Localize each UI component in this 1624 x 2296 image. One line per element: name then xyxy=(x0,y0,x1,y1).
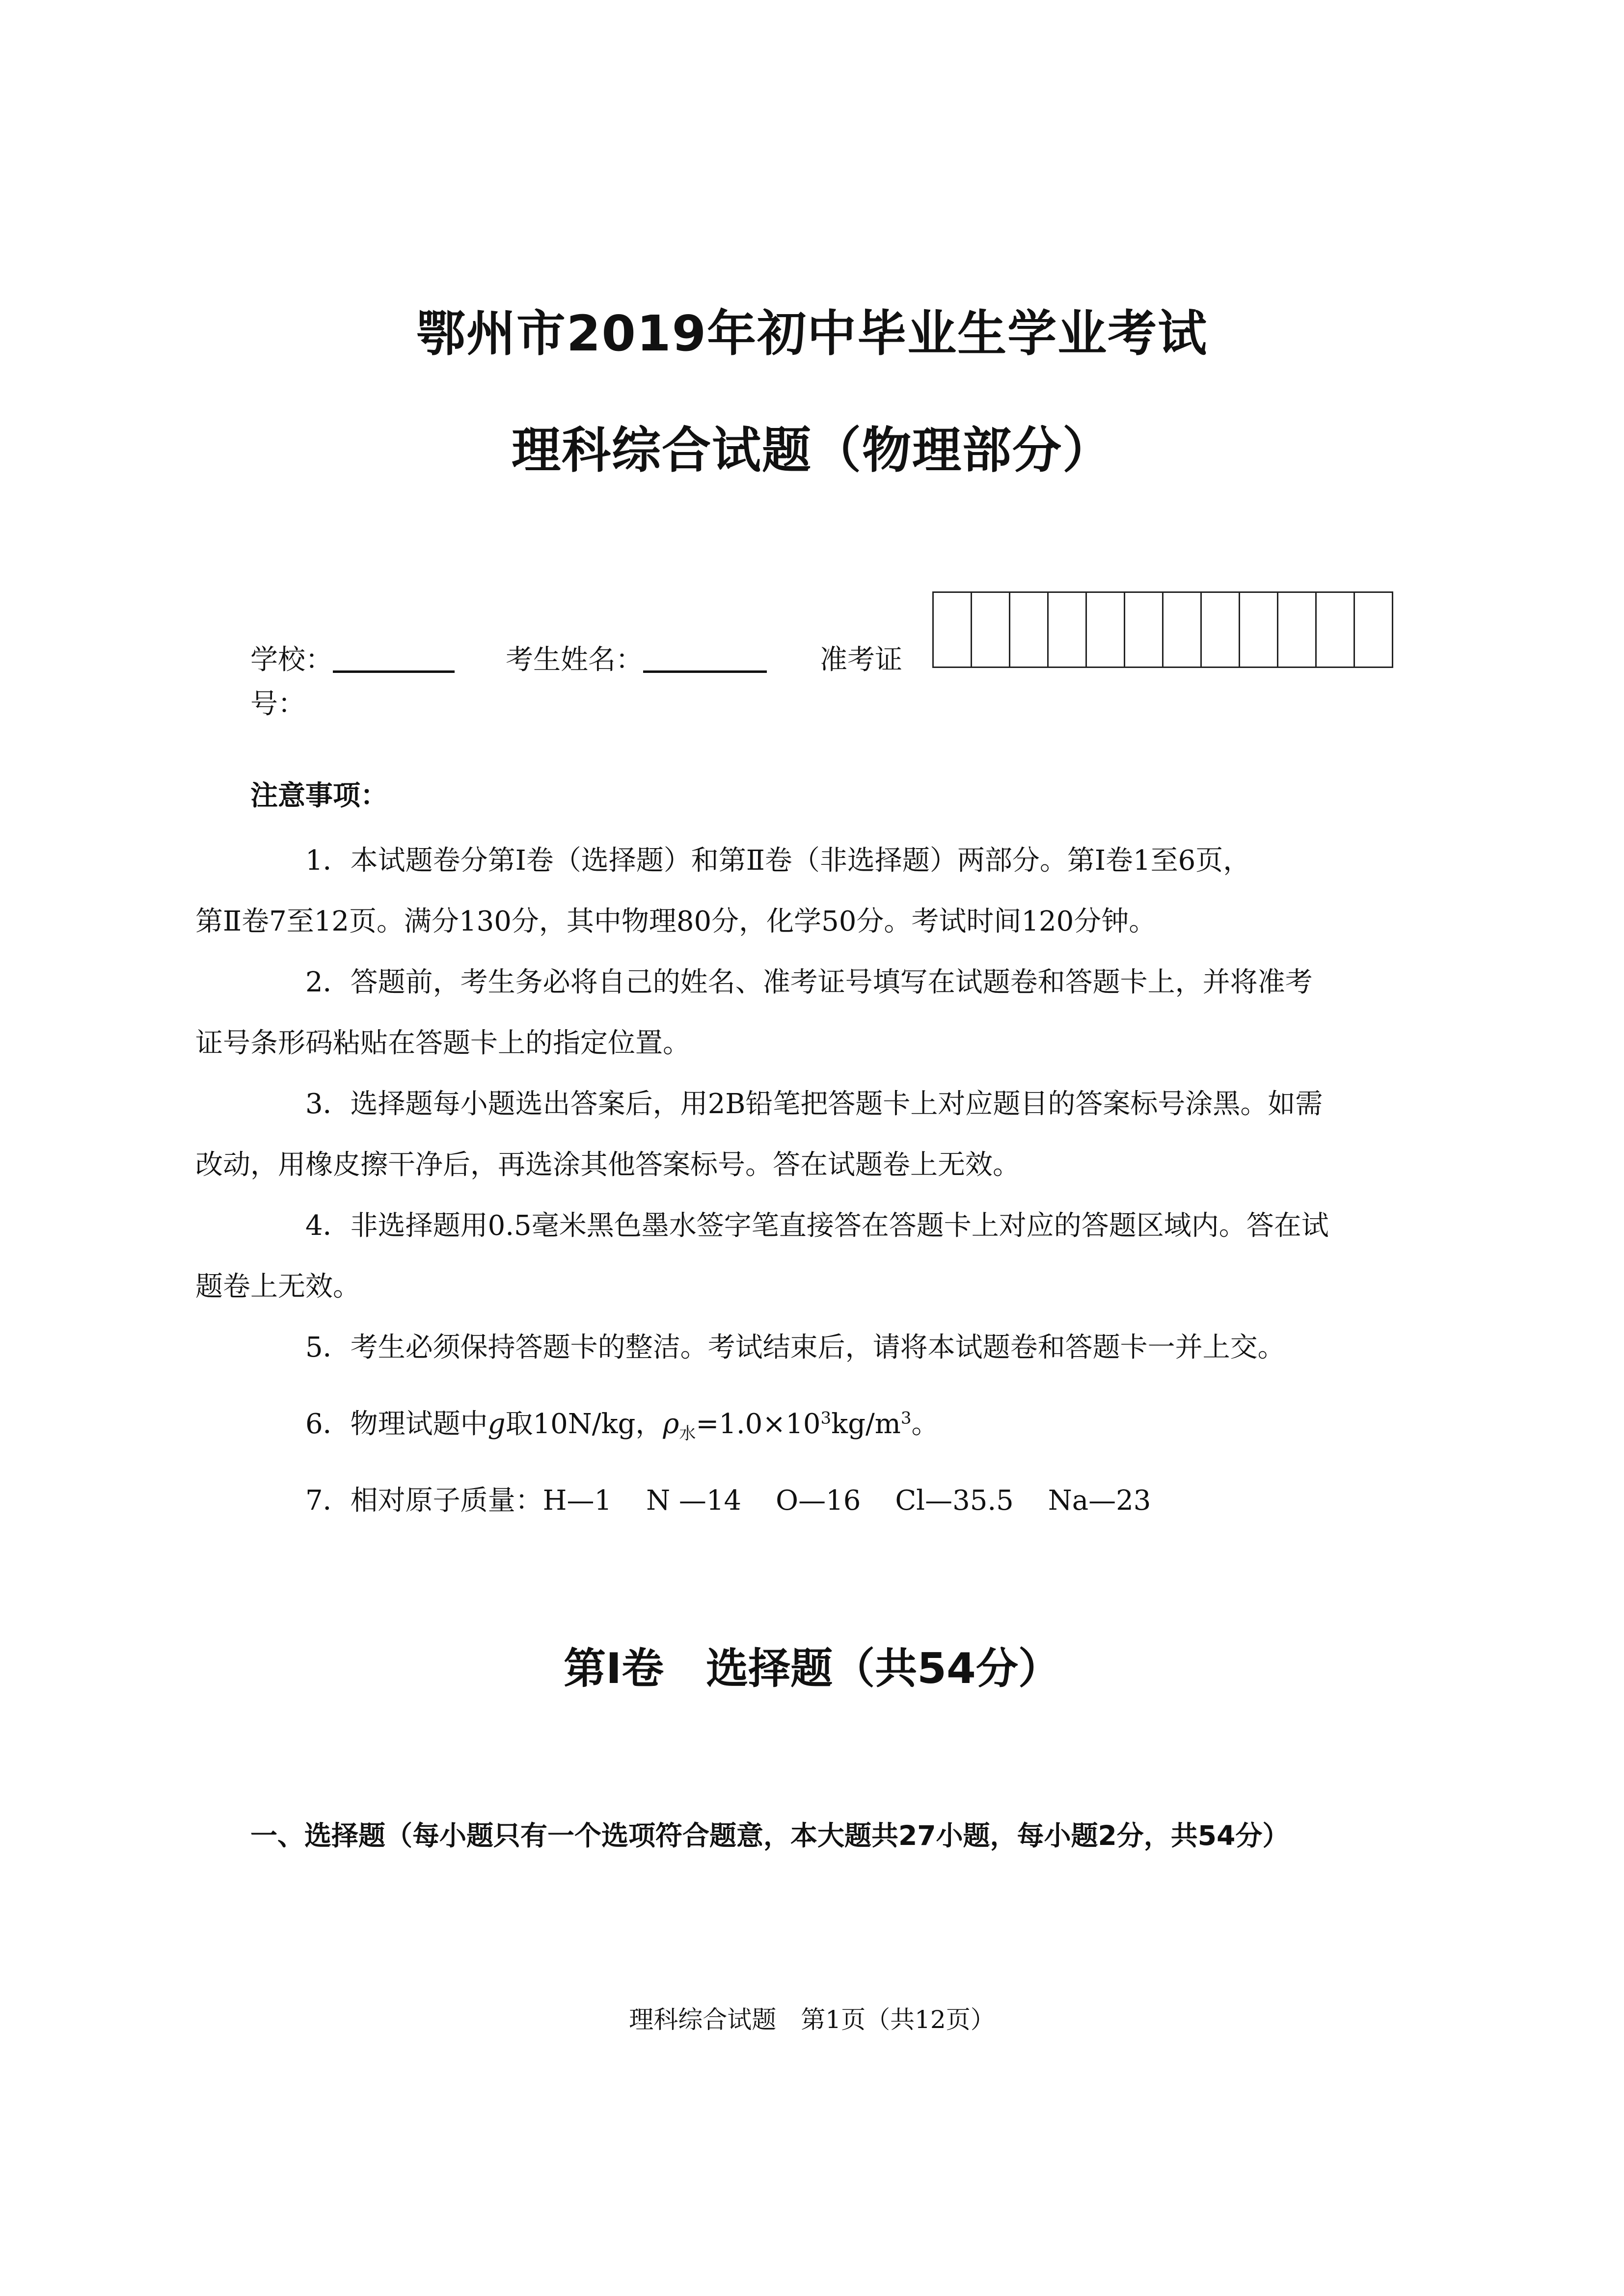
id-digit-box[interactable] xyxy=(1317,593,1355,667)
question-section-heading: 一、选择题（每小题只有一个选项符合题意，本大题共27小题，每小题2分，共54分） xyxy=(250,1820,1290,1851)
note-item-4-line1: 4．非选择题用0.5毫米黑色墨水签字笔直接答在答题卡上对应的答题区域内。答在试 xyxy=(305,1210,1329,1242)
note-item-1-line2: 第Ⅱ卷7至12页。满分130分，其中物理80分，化学50分。考试时间120分钟。 xyxy=(195,906,1157,937)
exam-subtitle: 理科综合试题（物理部分） xyxy=(512,422,1112,479)
note-item-7-o: O—16 xyxy=(776,1485,861,1517)
note-item-4-line2: 题卷上无效。 xyxy=(195,1271,360,1303)
note-item-2-line2: 证号条形码粘贴在答题卡上的指定位置。 xyxy=(195,1027,690,1059)
name-field xyxy=(506,641,767,680)
note-item-6-prefix: 6．物理试题中 xyxy=(305,1408,488,1440)
id-digit-box[interactable] xyxy=(934,593,972,667)
note-item-6-end: 。 xyxy=(911,1408,939,1440)
page-footer: 理科综合试题 第1页（共12页） xyxy=(629,2005,995,2034)
exam-id-boxes[interactable] xyxy=(932,591,1393,668)
id-digit-box[interactable] xyxy=(1049,593,1087,667)
id-digit-box[interactable] xyxy=(1202,593,1240,667)
note-item-6-unit: kg/m xyxy=(831,1408,901,1440)
exam-title: 鄂州市2019年初中毕业生学业考试 xyxy=(416,305,1208,362)
id-label-part2: 号： xyxy=(250,688,305,720)
note-item-2 xyxy=(195,952,1389,1074)
school-field xyxy=(250,641,455,680)
note-item-7-n: N —14 xyxy=(646,1485,742,1517)
school-input-line[interactable] xyxy=(333,643,455,673)
note-item-1-line1: 1．本试题卷分第Ⅰ卷（选择题）和第Ⅱ卷（非选择题）两部分。第Ⅰ卷1至6页， xyxy=(305,845,1251,877)
id-digit-box[interactable] xyxy=(1278,593,1317,667)
note-item-6-unit-exp: 3 xyxy=(900,1408,912,1428)
id-label-part1: 准考证 xyxy=(820,644,902,676)
note-item-6-value: =1.0×10 xyxy=(696,1408,821,1440)
school-label: 学校： xyxy=(250,644,333,676)
name-input-line[interactable] xyxy=(643,643,767,673)
notes-heading: 注意事项： xyxy=(250,780,388,812)
note-item-7-cl: Cl—35.5 xyxy=(895,1485,1014,1517)
id-digit-box[interactable] xyxy=(1087,593,1125,667)
note-item-5: 5．考生必须保持答题卡的整洁。考试结束后，请将本试题卷和答题卡一并上交。 xyxy=(305,1332,1285,1363)
note-item-2-line1: 2．答题前，考生务必将自己的姓名、准考证号填写在试题卷和答题卡上，并将准考 xyxy=(305,966,1313,998)
note-item-6-mid: 取10N/kg， xyxy=(505,1408,663,1440)
note-item-4 xyxy=(195,1196,1389,1317)
note-item-3 xyxy=(195,1074,1389,1196)
id-digit-box[interactable] xyxy=(1125,593,1164,667)
note-item-7 xyxy=(250,1470,1389,1531)
name-label: 考生姓名： xyxy=(506,644,643,676)
note-item-6 xyxy=(250,1394,1389,1455)
note-item-3-line2: 改动，用橡皮擦干净后，再选涂其他答案标号。答在试题卷上无效。 xyxy=(195,1149,1020,1181)
note-item-6-exp: 3 xyxy=(820,1408,832,1428)
id-digit-box[interactable] xyxy=(1164,593,1202,667)
section-title: 第Ⅰ卷 选择题（共54分） xyxy=(564,1644,1060,1693)
note-item-6-g: g xyxy=(487,1408,506,1440)
note-item-7-na: Na—23 xyxy=(1048,1485,1151,1517)
id-digit-box[interactable] xyxy=(972,593,1010,667)
note-item-7-label: 7．相对原子质量：H—1 xyxy=(305,1485,612,1517)
id-digit-box[interactable] xyxy=(1010,593,1049,667)
note-item-1 xyxy=(195,830,1389,952)
note-item-6-water: 水 xyxy=(679,1424,696,1444)
id-digit-box[interactable] xyxy=(1240,593,1278,667)
note-item-6-rho: ρ xyxy=(663,1408,679,1440)
note-item-3-line1: 3．选择题每小题选出答案后，用2B铅笔把答题卡上对应题目的答案标号涂黑。如需 xyxy=(305,1088,1323,1120)
id-digit-box[interactable] xyxy=(1355,593,1392,667)
